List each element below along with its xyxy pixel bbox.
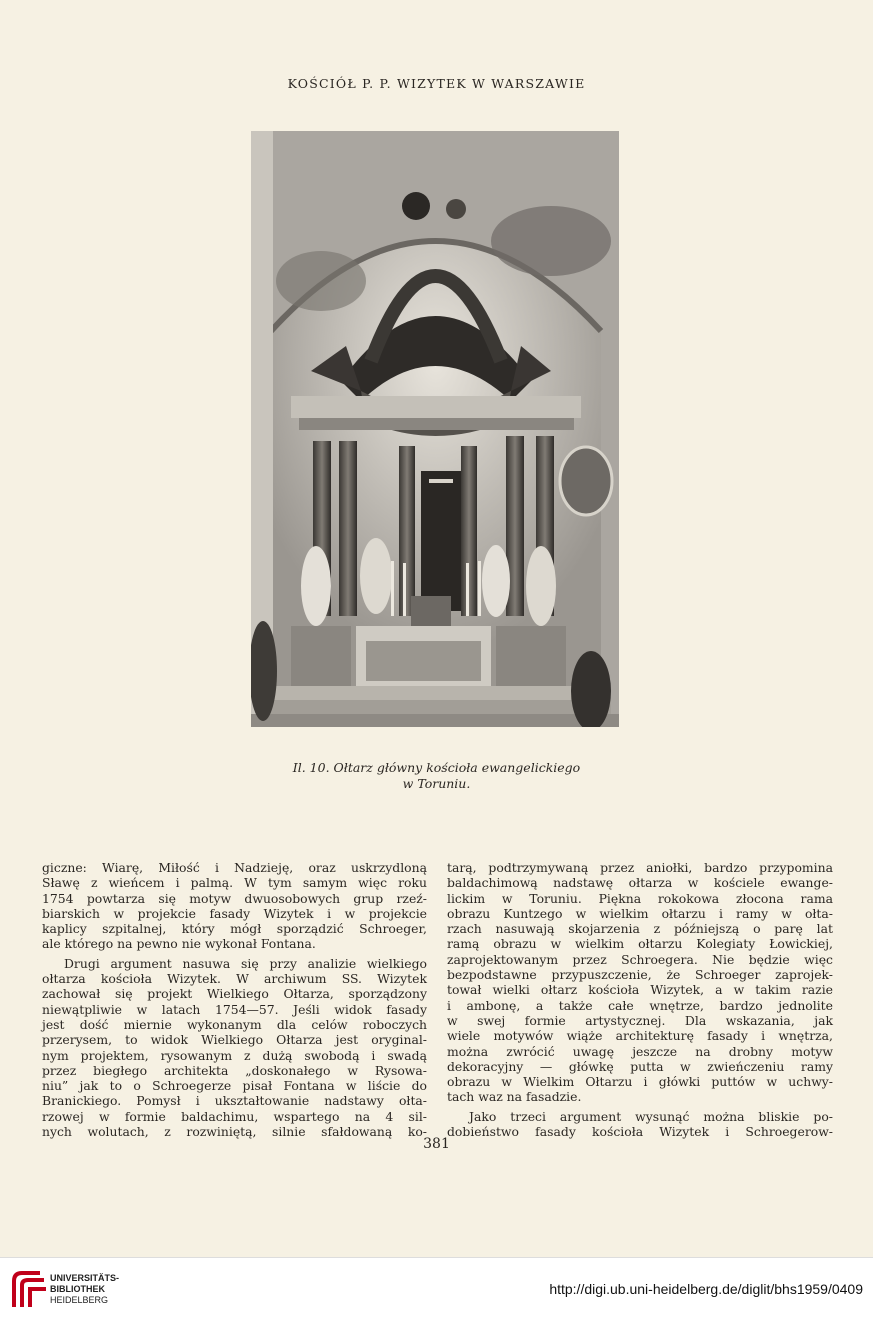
text-line: dobieństwo fasady kościoła Wizytek i Schroegerow- <box>447 1124 833 1140</box>
text-line: Sławę z wieńcem i palmą. W tym samym więc roku <box>42 875 427 891</box>
text-line: baldachimową nadstawę ołtarza w kościele ewange- <box>447 875 833 891</box>
text-line: 1754 powtarza się motyw dwuosobowych grup rzeź- <box>42 890 427 906</box>
text-line: Drugi argument nasuwa się przy analizie wielkiego <box>64 955 427 971</box>
text-line: można zwrócić uwagę jeszcze na drobny motyw <box>447 1043 833 1059</box>
text-line: niewątpliwie w latach 1754—57. Jeśli widok fasady <box>42 1001 427 1017</box>
text-line: tarą, podtrzymywaną przez aniołki, bardzo przypomina <box>447 860 833 875</box>
text-line: tował wielki ołtarz kościoła Wizytek, a w takim razie <box>447 982 833 998</box>
text-line: Branickiego. Pomysł i ukształtowanie nadstawy ołta- <box>42 1093 427 1109</box>
text-line: nych wolutach, z rozwiniętą, silnie sfałdowaną ko- <box>42 1124 427 1140</box>
library-name <box>50 1273 119 1306</box>
text-line: dekoracyjny — główkę putta w zwieńczeniu ramy <box>447 1058 833 1074</box>
library-name-line: BIBLIOTHEK <box>50 1284 105 1294</box>
text-line: biarskich w projekcie fasady Wizytek i w projekcie <box>42 905 427 921</box>
left-text-column <box>42 860 427 1139</box>
text-line: rzach nasuwają skojarzenia z późniejszą o parę lat <box>447 921 833 937</box>
text-line: zachował się projekt Wielkiego Ołtarza, sporządzony <box>42 986 427 1002</box>
permalink-url[interactable]: http://digi.ub.uni-heidelberg.de/diglit/bhs1959/0409 <box>549 1281 863 1297</box>
running-head: KOŚCIÓŁ P. P. WIZYTEK W WARSZAWIE <box>287 76 586 91</box>
caption-line: Il. 10. Ołtarz główny kościoła ewangelickiego <box>292 760 581 775</box>
text-line: zaprojektowanym przez Schroegera. Nie będzie więc <box>447 951 833 967</box>
text-line: jest dość miernie wykonanym dla celów roboczych <box>42 1016 427 1032</box>
figure-caption <box>200 760 673 792</box>
library-name-line: HEIDELBERG <box>50 1295 109 1305</box>
text-line: ale którego na pewno nie wykonał Fontana. <box>42 936 316 952</box>
altar-photograph <box>251 131 619 727</box>
library-name-line: UNIVERSITÄTS- <box>50 1273 120 1283</box>
text-line: i ambonę, a także całe wnętrze, bardzo jednolite <box>447 997 833 1013</box>
text-line: Jako trzeci argument wysunąć można bliskie po- <box>469 1108 833 1124</box>
text-line: tach waz na fasadzie. <box>447 1089 582 1105</box>
text-line: bezpodstawne przypuszczenie, że Schroeger zaprojek- <box>447 967 833 983</box>
right-text-column <box>447 860 833 1139</box>
text-line: przez biegłego architekta „doskonałego w Rysowa- <box>42 1062 427 1078</box>
text-line: przerysem, to widok Wielkiego Ołtarza jest oryginal- <box>42 1032 427 1048</box>
ub-heidelberg-logo-icon[interactable] <box>10 1267 50 1311</box>
text-line: ramą obrazu w wielkim ołtarzu Kolegiaty Łowickiej, <box>447 936 833 952</box>
caption-line: w Toruniu. <box>402 776 471 791</box>
text-line: obrazu w Wielkim Ołtarzu i główki puttów w uchwy- <box>447 1074 833 1090</box>
text-line: obrazu Kuntzego w wielkim ołtarzu i ramy w ołta- <box>447 905 833 921</box>
text-line: rzowej w formie baldachimu, wspartego na 4 sil- <box>42 1108 427 1124</box>
text-line: lickim w Toruniu. Piękna rokokowa złocona rama <box>447 890 833 906</box>
page-number: 381 <box>423 1136 450 1152</box>
text-line: niu” jak to o Schroegerze pisał Fontana w liście do <box>42 1078 427 1094</box>
text-line: ołtarza kościoła Wizytek. W archiwum SS. Wizytek <box>42 971 427 987</box>
text-line: giczne: Wiarę, Miłość i Nadzieję, oraz uskrzydloną <box>42 860 427 875</box>
text-line: wiele motywów wiąże architekturę fasady i wnętrza, <box>447 1028 833 1044</box>
text-line: kaplicy szpitalnej, który mógł sporządzić Schroeger, <box>42 921 427 937</box>
text-line: w swej formie artystycznej. Dla wskazania, jak <box>447 1012 833 1028</box>
text-line: nym projektem, rysowanym z dużą swobodą i swadą <box>42 1047 427 1063</box>
viewer-footer <box>0 1257 873 1320</box>
